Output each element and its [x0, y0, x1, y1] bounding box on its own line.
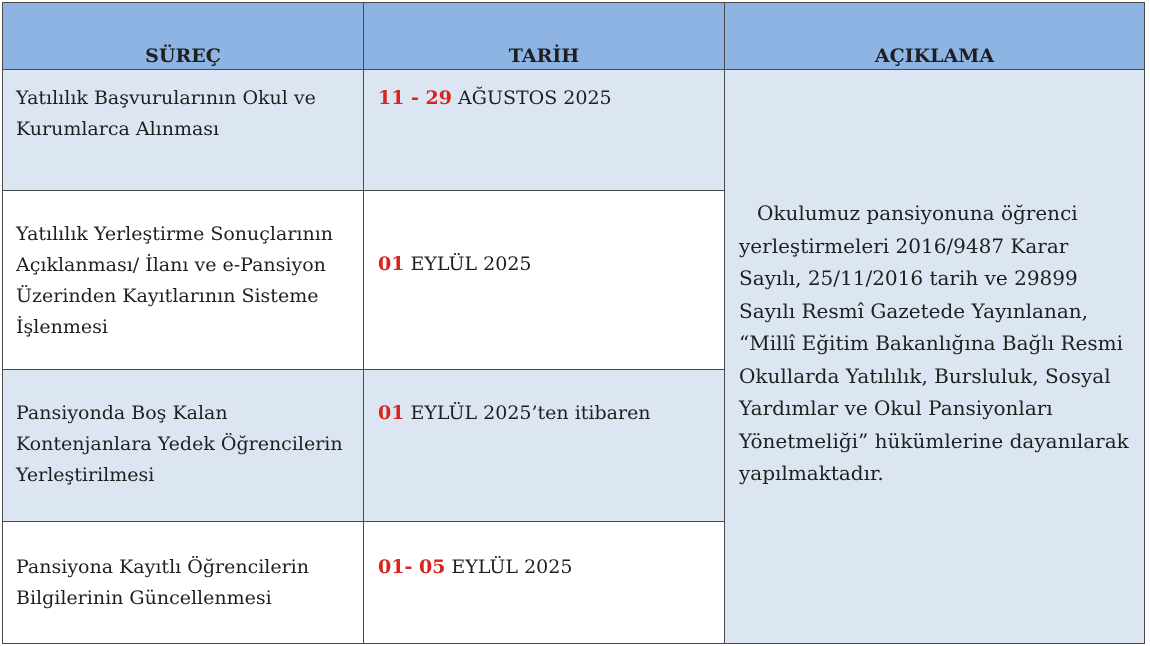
- date-text: EYLÜL 2025: [404, 253, 532, 275]
- description-cell: [725, 70, 1145, 644]
- date-text: EYLÜL 2025: [445, 556, 573, 578]
- date-highlight: 01- 05: [378, 556, 446, 578]
- process-cell: Pansiyonda Boş Kalan Kontenjanlara Yedek Öğrencilerin Yerleştirilmesi: [3, 370, 364, 522]
- date-highlight: 11 - 29: [378, 87, 452, 109]
- header-row: [3, 3, 1145, 70]
- header-process-label: SÜREÇ: [145, 45, 221, 67]
- date-highlight: 01: [378, 402, 405, 424]
- process-cell: Pansiyona Kayıtlı Öğrencilerin Bilgilerinin Güncellenmesi: [3, 522, 364, 644]
- description-text: Okulumuz pansiyonuna öğrenci yerleştirmeleri 2016/9487 Karar Sayılı, 25/11/2016 tarih ve 29899 Sayılı Resmî Gazetede Yayınlanan, “Millî Eğitim Bakanlığına Bağlı Resmi Okullarda Yatılılık, Bursluluk, Sosyal Yardımlar ve Okul Pansiyonları Yönetmeliği” hükümlerine dayanılarak yapılmaktadır.: [739, 201, 1129, 486]
- date-highlight: 01: [378, 253, 405, 275]
- header-description: [725, 3, 1145, 70]
- date-cell: [364, 522, 725, 644]
- date-text: EYLÜL 2025’ten itibaren: [404, 402, 651, 424]
- table-row: [3, 70, 1145, 191]
- date-cell: [364, 191, 725, 370]
- date-cell: [364, 370, 725, 522]
- schedule-table: [2, 2, 1145, 644]
- header-process: [3, 3, 364, 70]
- header-date-label: TARİH: [508, 45, 580, 67]
- date-text: AĞUSTOS 2025: [452, 87, 612, 109]
- header-date: [364, 3, 725, 70]
- date-cell: [364, 70, 725, 191]
- process-cell: Yatılılık Yerleştirme Sonuçlarının Açıklanması/ İlanı ve e-Pansiyon Üzerinden Kayıtlarının Sisteme İşlenmesi: [3, 191, 364, 370]
- process-cell: Yatılılık Başvurularının Okul ve Kurumlarca Alınması: [3, 70, 364, 191]
- header-description-label: AÇIKLAMA: [874, 45, 995, 67]
